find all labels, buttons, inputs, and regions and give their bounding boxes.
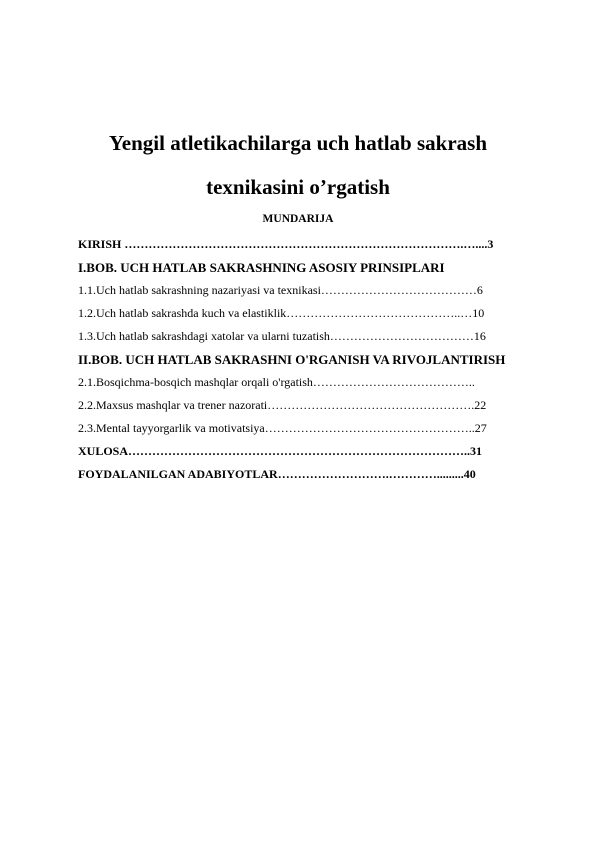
table-of-contents	[78, 236, 548, 489]
toc-entry-adabiyotlar: FOYDALANILGAN ADABIYOTLAR……………………….………….........40	[78, 467, 476, 481]
toc-entry-2-3: 2.3.Mental tayyorgarlik va motivatsiya……………………………………………..27	[78, 421, 487, 435]
toc-entry-xulosa: XULOSA…………………………………………………………………………..31	[78, 444, 483, 458]
toc-entry-1-1: 1.1.Uch hatlab sakrashning nazariyasi va texnikasi…………………………………6	[78, 283, 483, 297]
toc-entry-2-2: 2.2.Maxsus mashqlar va trener nazorati…………………………………………….22	[78, 398, 487, 412]
toc-entry-1-2: 1.2.Uch hatlab sakrashda kuch va elastiklik……………………………………..…10	[78, 306, 485, 320]
document-title-line-2: texnikasini o’rgatish	[206, 175, 390, 199]
toc-entry-1-3: 1.3.Uch hatlab sakrashdagi xatolar va ularni tuzatish………………………………16	[78, 329, 486, 343]
document-title-line-1: Yengil atletikachilarga uch hatlab sakrash	[108, 131, 488, 155]
toc-chapter-1: I.BOB. UCH HATLAB SAKRASHNING ASOSIY PRINSIPLARI	[78, 260, 445, 275]
toc-entry-kirish: KIRISH ………………………………………………………………………….…....3	[78, 237, 494, 251]
toc-chapter-2: II.BOB. UCH HATLAB SAKRASHNI O'RGANISH VA RIVOJLANTIRISH	[78, 352, 506, 367]
toc-entry-2-1: 2.1.Bosqichma-bosqich mashqlar orqali o'rgatish…………………………………..	[78, 375, 475, 389]
toc-heading: MUNDARIJA	[262, 213, 334, 225]
